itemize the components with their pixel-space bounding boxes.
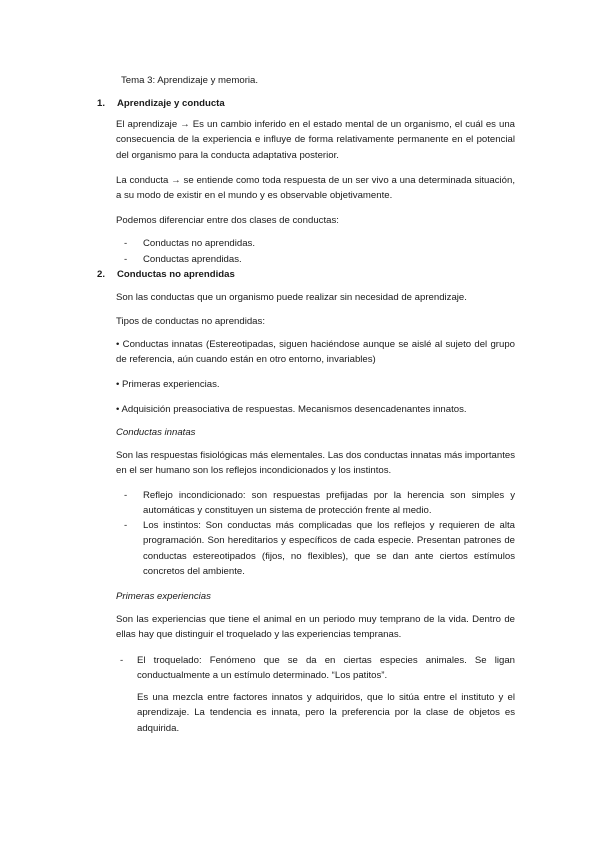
section-number: 1.	[97, 98, 106, 109]
paragraph: Son las conductas que un organismo puede realizar sin necesidad de aprendizaje.	[116, 292, 467, 303]
section-number: 2.	[97, 269, 106, 280]
section-title: Aprendizaje y conducta	[117, 98, 225, 109]
bullet-item: • Adquisición preasociativa de respuestas. Mecanismos desencadenantes innatos.	[116, 404, 467, 415]
list-item: El troquelado: Fenómeno que se da en ciertas especies animales. Se ligan conductualmente a un estímulo determinado. “Los patitos”.	[137, 655, 515, 682]
subsection-heading: Conductas innatas	[116, 427, 196, 438]
paragraph: La conducta → se entiende como toda respuesta de un ser vivo a una determinada situación, a su modo de existir en el mundo y es observable objetivamente.	[116, 175, 515, 202]
list-item: Los instintos: Son conductas más complicadas que los reflejos y requieren de alta programación. Son hereditarios y específicos de cada especie. Presentan patrones de conductas estereotipados (fijos, no flexibles), que se dan ante ciertos estímulos concretos del ambiente.	[143, 520, 515, 578]
paragraph: Es una mezcla entre factores innatos y adquiridos, que lo sitúa entre el instituto y el aprendizaje. La tendencia es innata, pero la preferencia por la clase de objetos es adquirida.	[137, 692, 515, 734]
paragraph: Son las respuestas fisiológicas más elementales. Las dos conductas innatas más importantes en el ser humano son los reflejos incondicionados y los instintos.	[116, 450, 515, 477]
bullet-item: • Conductas innatas (Estereotipadas, siguen haciéndose aunque se aislé al sujeto del grupo de referencia, aún cuando están en otro entorno, invariables)	[116, 339, 515, 366]
list-dash: -	[124, 520, 128, 531]
list-dash: -	[124, 490, 128, 501]
bullet-item: • Primeras experiencias.	[116, 379, 220, 390]
paragraph: El aprendizaje → Es un cambio inferido en el estado mental de un organismo, el cuál es una consecuencia de la experiencia e influye de forma relativamente permanente en el potencial del organismo para la conducta adaptativa posterior.	[116, 119, 515, 161]
list-item: Reflejo incondicionado: son respuestas prefijadas por la herencia son simples y automáticas y constituyen un sistema de protección frente al medio.	[143, 490, 515, 517]
list-dash: -	[124, 254, 128, 265]
list-dash: -	[124, 238, 128, 249]
document-header: Tema 3: Aprendizaje y memoria.	[121, 75, 259, 86]
paragraph: Tipos de conductas no aprendidas:	[116, 316, 265, 327]
list-item: Conductas aprendidas.	[143, 254, 242, 265]
subsection-heading: Primeras experiencias	[116, 591, 211, 602]
list-dash: -	[120, 655, 124, 666]
paragraph: Podemos diferenciar entre dos clases de conductas:	[116, 215, 339, 226]
list-item: Conductas no aprendidas.	[143, 238, 256, 249]
section-title: Conductas no aprendidas	[117, 269, 235, 280]
paragraph: Son las experiencias que tiene el animal en un periodo muy temprano de la vida. Dentro de ellas hay que distinguir el troquelado y las experiencias tempranas.	[116, 614, 515, 641]
